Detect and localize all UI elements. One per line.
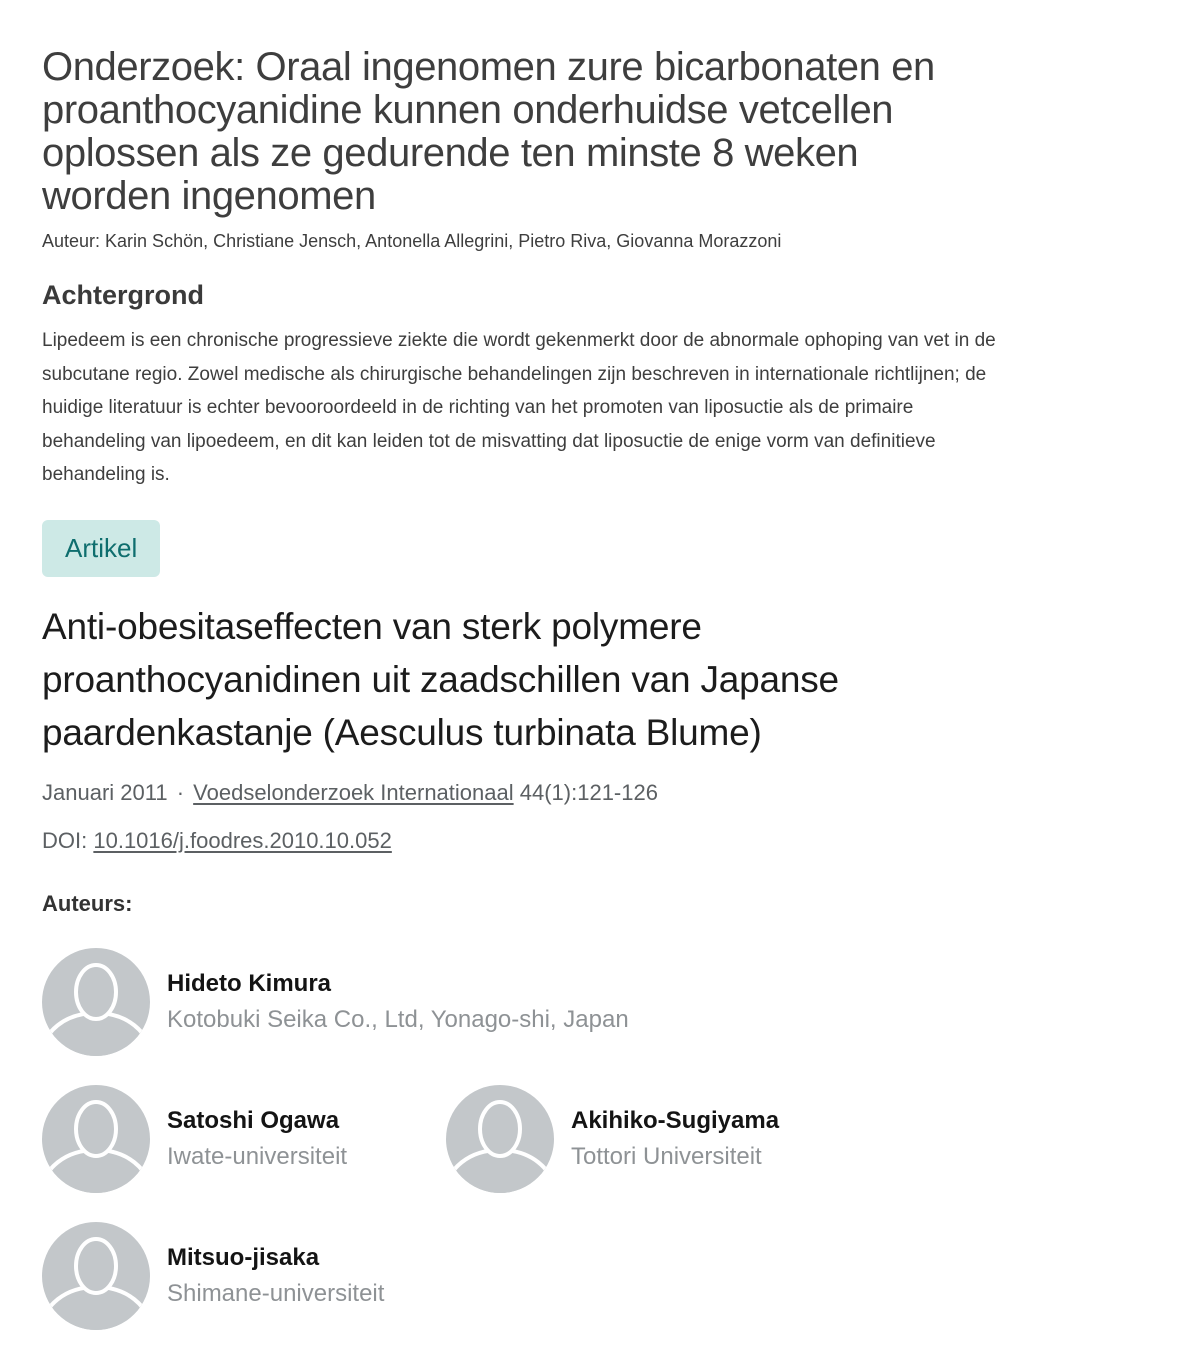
article-title — [42, 600, 1158, 759]
research-summary-title-line: proanthocyanidine kunnen onderhuidse vetcellen — [42, 88, 894, 132]
author-entry[interactable] — [42, 1222, 1158, 1330]
author-text — [571, 1107, 779, 1171]
research-summary-title — [42, 46, 1158, 218]
author-text — [167, 1107, 347, 1171]
doi-link[interactable]: 10.1016/j.foodres.2010.10.052 — [93, 827, 392, 853]
author-avatar[interactable] — [446, 1085, 554, 1193]
background-paragraph-line: huidige literatuur is echter bevooroordeeld in de richting van het promoten van liposuctie als de primaire — [42, 397, 914, 418]
authors-heading: Auteurs: — [42, 890, 133, 916]
author-affiliation: Tottori Universiteit — [571, 1142, 762, 1170]
article-type-badge: Artikel — [42, 520, 160, 577]
doi-label: DOI: — [42, 827, 88, 853]
author-name[interactable]: Akihiko-Sugiyama — [571, 1106, 780, 1134]
author-entry[interactable] — [446, 1085, 1158, 1193]
background-paragraph-line: behandeling van lipoedeem, en dit kan leiden tot de misvatting dat liposuctie de enige vorm van definitieve — [42, 430, 936, 452]
person-silhouette-icon — [42, 1085, 150, 1193]
author-text — [167, 1244, 384, 1308]
author-affiliation: Kotobuki Seika Co., Ltd, Yonago-shi, Japan — [167, 1005, 629, 1033]
authors-list — [42, 948, 1158, 1330]
author-avatar[interactable] — [42, 948, 150, 1056]
background-paragraph-line: Lipedeem is een chronische progressieve ziekte die wordt gekenmerkt door de abnormale ophoping van vet in de — [42, 330, 996, 351]
journal-link[interactable]: Voedselonderzoek Internationaal — [193, 779, 514, 805]
author-name[interactable]: Mitsuo-jisaka — [167, 1243, 320, 1271]
research-summary-title-line: worden ingenomen — [42, 174, 376, 218]
publication-date: Januari 2011 — [42, 779, 168, 805]
background-paragraph-line: behandeling is. — [42, 464, 170, 485]
author-name[interactable]: Hideto Kimura — [167, 969, 332, 997]
person-silhouette-icon — [42, 1222, 150, 1330]
research-summary-title-line: Onderzoek: Oraal ingenomen zure bicarbonaten en — [42, 45, 935, 89]
author-name[interactable]: Satoshi Ogawa — [167, 1106, 340, 1134]
author-entry[interactable] — [42, 948, 1158, 1056]
article-title-line: proanthocyanidinen uit zaadschillen van Japanse — [42, 658, 839, 700]
article-title-line: paardenkastanje (Aesculus turbinata Blume) — [42, 711, 762, 753]
background-heading: Achtergrond — [42, 280, 204, 310]
publication-meta — [42, 780, 1158, 806]
meta-separator: · — [176, 779, 185, 805]
person-silhouette-icon — [42, 948, 150, 1056]
author-affiliation: Shimane-universiteit — [167, 1279, 385, 1307]
author-avatar[interactable] — [42, 1222, 150, 1330]
author-byline: Auteur: Karin Schön, Christiane Jensch, Antonella Allegrini, Pietro Riva, Giovanna Morazzoni — [42, 231, 782, 251]
author-text — [167, 970, 629, 1034]
background-paragraph-line: subcutane regio. Zowel medische als chirurgische behandelingen zijn beschreven in internationale richtlijnen; de — [42, 363, 987, 385]
volume-pages: 44(1):121-126 — [519, 779, 658, 805]
doi-row — [42, 828, 1158, 854]
author-avatar[interactable] — [42, 1085, 150, 1193]
article-title-line: Anti-obesitaseffecten van sterk polymere — [42, 605, 702, 647]
author-entry[interactable] — [42, 1085, 446, 1193]
research-summary-title-line: oplossen als ze gedurende ten minste 8 weken — [42, 131, 859, 175]
background-paragraph — [42, 324, 1158, 492]
author-affiliation: Iwate-universiteit — [167, 1142, 348, 1170]
person-silhouette-icon — [446, 1085, 554, 1193]
